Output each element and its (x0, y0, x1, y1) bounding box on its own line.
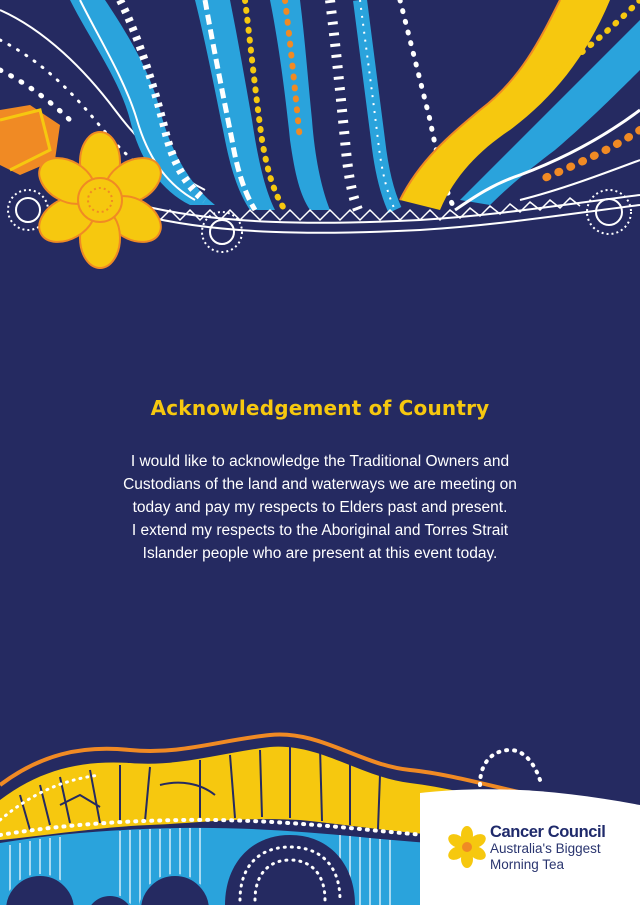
logo-subtitle-line1: Australia's Biggest (490, 841, 601, 856)
body-line: Islander people who are present at this event today. (142, 545, 498, 562)
acknowledgement-section (0, 396, 640, 565)
body-line: today and pay my respects to Elders past and present. (132, 499, 508, 516)
logo-brand-name: Cancer Council (490, 823, 606, 841)
top-aboriginal-artwork (0, 0, 640, 270)
cancer-council-logo (490, 823, 605, 873)
daffodil-icon (446, 826, 488, 868)
body-line: Custodians of the land and waterways we are meeting on (123, 476, 517, 493)
acknowledgement-body (0, 450, 640, 565)
page-title: Acknowledgement of Country (150, 396, 490, 420)
body-line: I would like to acknowledge the Traditional Owners and (130, 453, 510, 470)
logo-subtitle-line2: Morning Tea (490, 857, 565, 872)
body-line: I extend my respects to the Aboriginal and Torres Strait (131, 522, 509, 539)
